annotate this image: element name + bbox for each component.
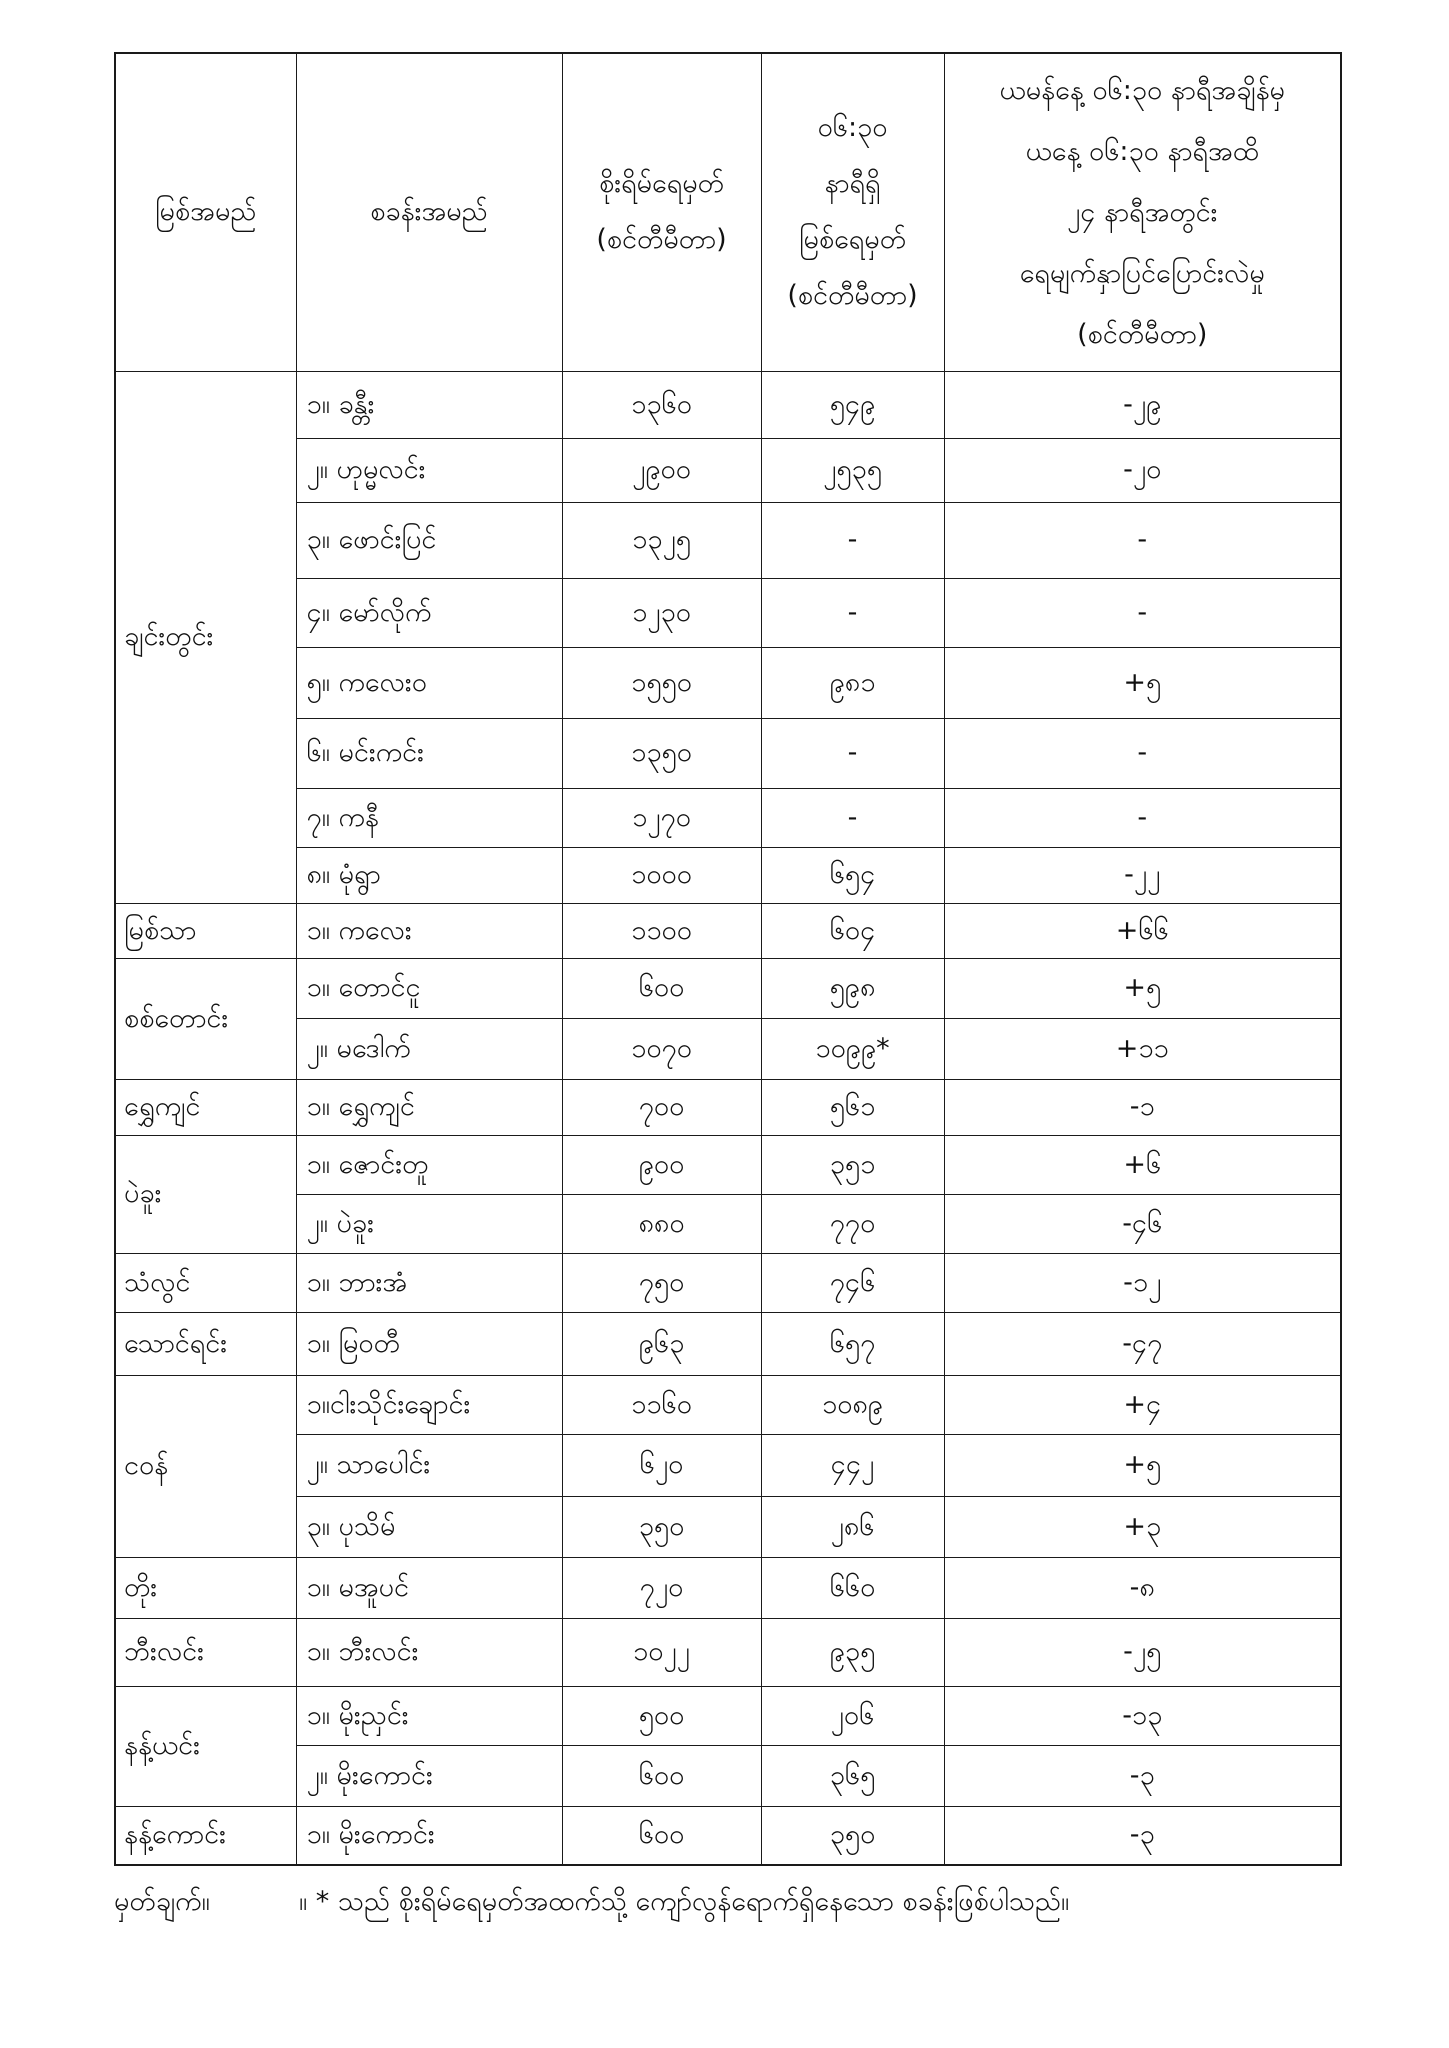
header-river-name: မြစ်အမည် bbox=[115, 53, 296, 371]
danger-level: ၁၀၀၀ bbox=[562, 847, 761, 903]
level-change: +၁၁ bbox=[944, 1018, 1341, 1079]
footnote-text: ။ * သည် စိုးရိမ်ရေမှတ်အထက်သို့ ကျော်လွန်ရောက်ရှိနေသော စခန်းဖြစ်ပါသည်။ bbox=[299, 1886, 1070, 1917]
table-row bbox=[115, 1312, 1341, 1375]
station-name: ၁။ မအူပင် bbox=[296, 1557, 562, 1618]
water-level: ၆၆၀ bbox=[761, 1557, 944, 1618]
danger-level: ၆၀၀ bbox=[562, 1745, 761, 1806]
river-name: တိုး bbox=[115, 1557, 296, 1618]
river-name: ပဲခူး bbox=[115, 1135, 296, 1253]
river-name: ဘီးလင်း bbox=[115, 1618, 296, 1686]
level-change: +၆ bbox=[944, 1135, 1341, 1194]
table-row bbox=[115, 1079, 1341, 1135]
level-change: -၁ bbox=[944, 1079, 1341, 1135]
header-station-name: စခန်းအမည် bbox=[296, 53, 562, 371]
station-name: ၁။ မိုးကောင်း bbox=[296, 1806, 562, 1865]
danger-level: ၈၈၀ bbox=[562, 1194, 761, 1253]
water-level: - bbox=[761, 578, 944, 647]
river-name: နန့်ယင်း bbox=[115, 1686, 296, 1806]
danger-level: ၁၂၇၀ bbox=[562, 788, 761, 847]
danger-level: ၃၅၀ bbox=[562, 1496, 761, 1557]
table-row bbox=[115, 371, 1341, 438]
danger-level: ၇၀၀ bbox=[562, 1079, 761, 1135]
table-row bbox=[115, 847, 1341, 903]
water-level: ၆၀၄ bbox=[761, 903, 944, 958]
table-row bbox=[115, 1194, 1341, 1253]
danger-level: ၇၂၀ bbox=[562, 1557, 761, 1618]
level-change: +၅ bbox=[944, 958, 1341, 1018]
danger-level: ၅၀၀ bbox=[562, 1686, 761, 1745]
header-danger-level-line: စိုးရိမ်ရေမှတ် bbox=[599, 168, 724, 200]
table-row bbox=[115, 903, 1341, 958]
level-change: -၁၂ bbox=[944, 1253, 1341, 1312]
river-name: ချင်းတွင်း bbox=[115, 371, 296, 903]
header-danger-level bbox=[562, 53, 761, 371]
table-row bbox=[115, 1253, 1341, 1312]
station-name: ၄။ မော်လိုက် bbox=[296, 578, 562, 647]
station-name: ၁။ မြဝတီ bbox=[296, 1312, 562, 1375]
header-row bbox=[115, 53, 1341, 371]
river-name: သံလွင် bbox=[115, 1253, 296, 1312]
header-level-change-line: ယမန်နေ့ ၀၆:၃၀ နာရီအချိန်မှ bbox=[999, 74, 1285, 106]
header-water-level bbox=[761, 53, 944, 371]
station-name: ၃။ ပုသိမ် bbox=[296, 1496, 562, 1557]
table-row bbox=[115, 788, 1341, 847]
danger-level: ၆၀၀ bbox=[562, 1806, 761, 1865]
level-change: -၃ bbox=[944, 1745, 1341, 1806]
level-change: - bbox=[944, 788, 1341, 847]
station-name: ၂။ မိုးကောင်း bbox=[296, 1745, 562, 1806]
table-row bbox=[115, 578, 1341, 647]
station-name: ၅။ ကလေးဝ bbox=[296, 647, 562, 718]
level-change: -၂၅ bbox=[944, 1618, 1341, 1686]
table-row bbox=[115, 1018, 1341, 1079]
level-change: -၃ bbox=[944, 1806, 1341, 1865]
river-name: သောင်ရင်း bbox=[115, 1312, 296, 1375]
water-level: ၂၈၆ bbox=[761, 1496, 944, 1557]
river-name: နန့်ကောင်း bbox=[115, 1806, 296, 1865]
level-change: +၄ bbox=[944, 1375, 1341, 1434]
danger-level: ၁၃၅၀ bbox=[562, 718, 761, 788]
table-row bbox=[115, 438, 1341, 502]
danger-level: ၉၆၃ bbox=[562, 1312, 761, 1375]
station-name: ၁။ ခန္တီး bbox=[296, 371, 562, 438]
header-level-change-line: ၂၄ နာရီအတွင်း bbox=[1066, 196, 1218, 228]
water-level: ၁၀၉၉* bbox=[761, 1018, 944, 1079]
level-change: -၈ bbox=[944, 1557, 1341, 1618]
water-level: ၄၄၂ bbox=[761, 1434, 944, 1496]
danger-level: ၁၁၀၀ bbox=[562, 903, 761, 958]
level-change: +၅ bbox=[944, 1434, 1341, 1496]
river-name: ငဝန် bbox=[115, 1375, 296, 1557]
danger-level: ၁၁၆၀ bbox=[562, 1375, 761, 1434]
station-name: ၁။ တောင်ငူ bbox=[296, 958, 562, 1018]
level-change: +၅ bbox=[944, 647, 1341, 718]
header-level-change-line: ရေမျက်နှာပြင်ပြောင်းလဲမှု bbox=[1019, 257, 1265, 289]
water-level: ၇၇၀ bbox=[761, 1194, 944, 1253]
river-water-level-table bbox=[114, 52, 1342, 1866]
table-row bbox=[115, 502, 1341, 578]
water-level: ၁၀၈၉ bbox=[761, 1375, 944, 1434]
level-change: -၂၉ bbox=[944, 371, 1341, 438]
header-water-level-line: နာရီရှိ bbox=[824, 168, 881, 200]
station-name: ၂။ ပဲခူး bbox=[296, 1194, 562, 1253]
danger-level: ၁၂၃၀ bbox=[562, 578, 761, 647]
station-name: ၂။ သာပေါင်း bbox=[296, 1434, 562, 1496]
water-level: ၇၄၆ bbox=[761, 1253, 944, 1312]
level-change: -၄၇ bbox=[944, 1312, 1341, 1375]
danger-level: ၁၅၅၀ bbox=[562, 647, 761, 718]
table-row bbox=[115, 958, 1341, 1018]
station-name: ၁။ ဘီးလင်း bbox=[296, 1618, 562, 1686]
water-level: ၃၆၅ bbox=[761, 1745, 944, 1806]
header-level-change bbox=[944, 53, 1341, 371]
river-name: ရွှေကျင် bbox=[115, 1079, 296, 1135]
header-level-change-line: ယနေ့ ၀၆:၃၀ နာရီအထိ bbox=[1025, 135, 1259, 167]
table-row bbox=[115, 1745, 1341, 1806]
water-level: ၆၅၄ bbox=[761, 847, 944, 903]
water-level: ၆၅၇ bbox=[761, 1312, 944, 1375]
station-name: ၈။ မုံရွာ bbox=[296, 847, 562, 903]
station-name: ၆။ မင်းကင်း bbox=[296, 718, 562, 788]
table-row bbox=[115, 1496, 1341, 1557]
danger-level: ၉၀၀ bbox=[562, 1135, 761, 1194]
station-name: ၁။ငါးသိုင်းချောင်း bbox=[296, 1375, 562, 1434]
header-water-level-line: ၀၆:၃၀ bbox=[817, 112, 888, 144]
level-change: - bbox=[944, 578, 1341, 647]
table-row bbox=[115, 718, 1341, 788]
river-name: မြစ်သာ bbox=[115, 903, 296, 958]
footnote-label: မှတ်ချက်။ bbox=[114, 1886, 210, 1917]
level-change: - bbox=[944, 502, 1341, 578]
water-level: ၂၀၆ bbox=[761, 1686, 944, 1745]
water-level: ၅၄၉ bbox=[761, 371, 944, 438]
station-name: ၁။ ကလေး bbox=[296, 903, 562, 958]
table-row bbox=[115, 1135, 1341, 1194]
table-row bbox=[115, 1618, 1341, 1686]
station-name: ၁။ ဘားအံ bbox=[296, 1253, 562, 1312]
table-row bbox=[115, 1557, 1341, 1618]
level-change: +၃ bbox=[944, 1496, 1341, 1557]
station-name: ၂။ မဒေါက် bbox=[296, 1018, 562, 1079]
danger-level: ၆၀၀ bbox=[562, 958, 761, 1018]
water-level: ၉၃၅ bbox=[761, 1618, 944, 1686]
station-name: ၁။ ရွှေကျင် bbox=[296, 1079, 562, 1135]
station-name: ၇။ ကနီ bbox=[296, 788, 562, 847]
header-water-level-line: မြစ်ရေမှတ် bbox=[798, 224, 907, 256]
water-level: - bbox=[761, 718, 944, 788]
danger-level: ၆၂၀ bbox=[562, 1434, 761, 1496]
station-name: ၂။ ဟုမ္မလင်း bbox=[296, 438, 562, 502]
water-level: ၂၅၃၅ bbox=[761, 438, 944, 502]
water-level: ၅၆၁ bbox=[761, 1079, 944, 1135]
header-danger-level-line: (စင်တီမီတာ) bbox=[596, 224, 727, 256]
station-name: ၁။ မိုးညှင်း bbox=[296, 1686, 562, 1745]
station-name: ၃။ ဖောင်းပြင် bbox=[296, 502, 562, 578]
danger-level: ၁၃၆၀ bbox=[562, 371, 761, 438]
level-change: -၁၃ bbox=[944, 1686, 1341, 1745]
water-level: ၃၅၀ bbox=[761, 1806, 944, 1865]
table-row bbox=[115, 1686, 1341, 1745]
header-level-change-line: (စင်တီမီတာ) bbox=[1077, 318, 1208, 350]
level-change: -၂၀ bbox=[944, 438, 1341, 502]
water-level: - bbox=[761, 788, 944, 847]
danger-level: ၇၅၀ bbox=[562, 1253, 761, 1312]
level-change: - bbox=[944, 718, 1341, 788]
water-level: ၅၉၈ bbox=[761, 958, 944, 1018]
water-level: ၉၈၁ bbox=[761, 647, 944, 718]
water-level: ၃၅၁ bbox=[761, 1135, 944, 1194]
table-row bbox=[115, 1806, 1341, 1865]
level-change: -၂၂ bbox=[944, 847, 1341, 903]
danger-level: ၁၀၂၂ bbox=[562, 1618, 761, 1686]
river-name: စစ်တောင်း bbox=[115, 958, 296, 1079]
danger-level: ၂၉၀၀ bbox=[562, 438, 761, 502]
water-level: - bbox=[761, 502, 944, 578]
table-row bbox=[115, 1375, 1341, 1434]
table-row bbox=[115, 647, 1341, 718]
danger-level: ၁၃၂၅ bbox=[562, 502, 761, 578]
danger-level: ၁၀၇၀ bbox=[562, 1018, 761, 1079]
header-water-level-line: (စင်တီမီတာ) bbox=[787, 280, 918, 312]
level-change: +၆၆ bbox=[944, 903, 1341, 958]
table-row bbox=[115, 1434, 1341, 1496]
station-name: ၁။ ဇောင်းတူ bbox=[296, 1135, 562, 1194]
level-change: -၄၆ bbox=[944, 1194, 1341, 1253]
